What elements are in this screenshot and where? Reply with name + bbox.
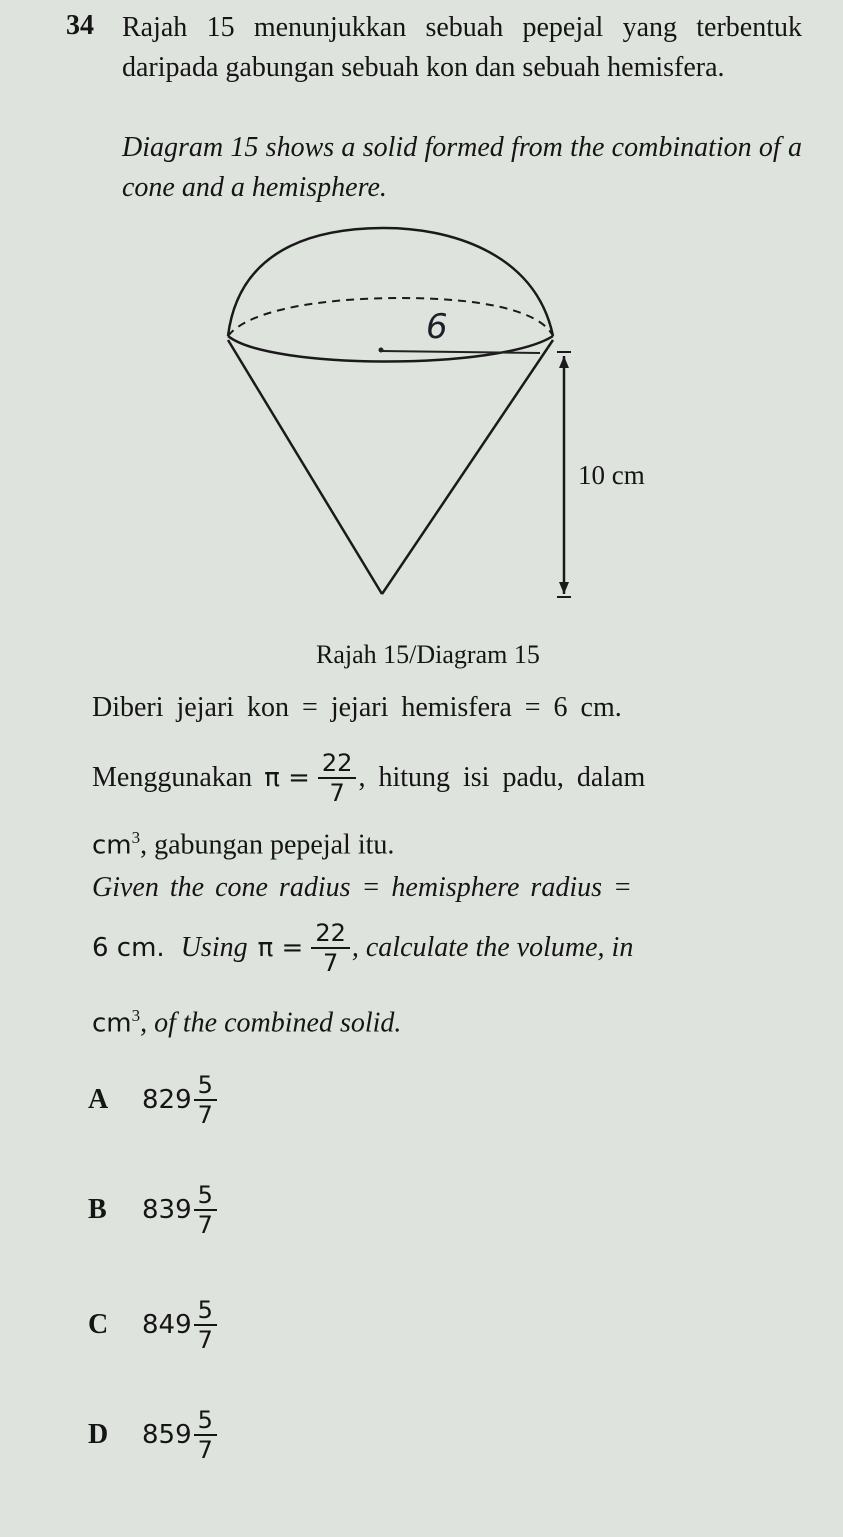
pi-fraction: $\frac{22}{7}$ [318, 749, 357, 807]
arrow-down-head [559, 582, 569, 594]
given-malay-line2: Menggunakan π = $\frac{22}{7}$ , hitung isi padu, dalam [92, 749, 646, 807]
hemisphere-outline [228, 228, 553, 336]
diagram-caption: Rajah 15/Diagram 15 [316, 640, 540, 669]
height-label: 10 cm [578, 460, 645, 490]
option-d[interactable]: D 859 $\frac{5}{7}$ [88, 1395, 219, 1475]
base-back-edge [228, 298, 553, 336]
pi-fraction-english: $\frac{22}{7}$ [311, 919, 350, 977]
malay-intro: Rajah 15 menunjukkan sebuah pepejal yang terbentuk daripada gabungan sebuah kon dan sebuah hemisfera. [122, 12, 802, 83]
radius-handwritten: 6 [426, 307, 448, 347]
given-english-line2: 6 cm. Using π = $\frac{22}{7}$ , calculate the volume, in [92, 919, 634, 977]
given-malay-line1: Diberi jejari kon = jejari hemisfera = 6 cm. [92, 692, 622, 723]
english-intro: Diagram 15 shows a solid formed from the combination of a cone and a hemisphere. [122, 132, 802, 203]
cone-left-side [228, 340, 382, 594]
question-number: 34 [66, 10, 94, 41]
given-malay-line3: $cm^3$, gabungan pepejal itu. [92, 828, 395, 861]
base-front-edge [228, 336, 553, 362]
option-a[interactable]: A 829 $\frac{5}{7}$ [88, 1060, 219, 1140]
given-english-line3: $cm^3$, of the combined solid. [92, 1006, 402, 1039]
cone-right-side [382, 340, 553, 594]
arrow-up-head [559, 356, 569, 368]
radius-line [381, 351, 540, 353]
option-c[interactable]: C 849 $\frac{5}{7}$ [88, 1285, 219, 1365]
cone-hemisphere-diagram [0, 0, 843, 640]
given-english-line1: Given the cone radius = hemisphere radius = [92, 872, 632, 903]
option-b[interactable]: B 839 $\frac{5}{7}$ [88, 1170, 219, 1250]
